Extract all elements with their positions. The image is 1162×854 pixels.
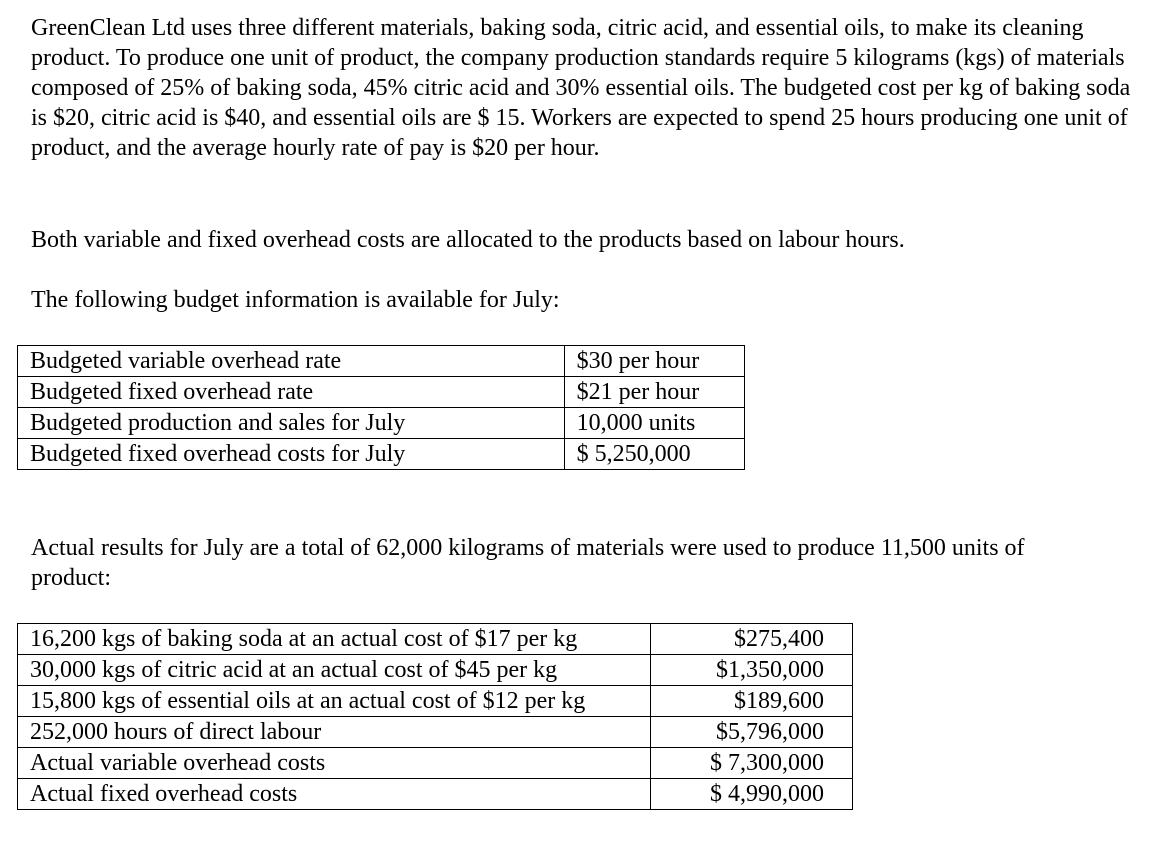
overhead-allocation-paragraph: Both variable and fixed overhead costs are allocated to the products based on labour hours. — [31, 227, 905, 253]
actual-label-citric-acid: 30,000 kgs of citric acid at an actual cost of $45 per kg — [18, 655, 651, 686]
table-row — [18, 748, 853, 779]
budget-label-production-sales: Budgeted production and sales for July — [18, 408, 565, 439]
intro-paragraph: GreenClean Ltd uses three different materials, baking soda, citric acid, and essential oils, to make its cleaning product. To produce one unit of product, the company production standards require 5 kilograms (kgs) of materials composed of 25% of baking soda, 45% citric acid and 30% essential oils. The budgeted cost per kg of baking soda is $20, citric acid is $40, and essential oils are $ 15. Workers are expected to spend 25 hours producing one unit of product, and the average hourly rate of pay is $20 per hour. — [31, 15, 1131, 161]
table-row — [18, 439, 745, 470]
budget-value-fixed-overhead-costs: $ 5,250,000 — [564, 439, 744, 470]
actual-value-citric-acid: $1,350,000 — [650, 655, 852, 686]
actual-label-essential-oils: 15,800 kgs of essential oils at an actual cost of $12 per kg — [18, 686, 651, 717]
budget-value-production-sales: 10,000 units — [564, 408, 744, 439]
actual-results-paragraph: Actual results for July are a total of 62,000 kilograms of materials were used to produce 11,500 units of product: — [31, 535, 1025, 591]
actual-label-variable-overhead: Actual variable overhead costs — [18, 748, 651, 779]
table-row — [18, 346, 745, 377]
budget-table — [17, 345, 745, 470]
table-row — [18, 624, 853, 655]
actual-label-baking-soda: 16,200 kgs of baking soda at an actual cost of $17 per kg — [18, 624, 651, 655]
budget-label-variable-overhead-rate: Budgeted variable overhead rate — [18, 346, 565, 377]
actual-value-fixed-overhead: $ 4,990,000 — [650, 779, 852, 810]
actual-label-fixed-overhead: Actual fixed overhead costs — [18, 779, 651, 810]
table-row — [18, 686, 853, 717]
budget-value-variable-overhead-rate: $30 per hour — [564, 346, 744, 377]
table-row — [18, 377, 745, 408]
budget-value-fixed-overhead-rate: $21 per hour — [564, 377, 744, 408]
table-row — [18, 408, 745, 439]
actual-label-direct-labour: 252,000 hours of direct labour — [18, 717, 651, 748]
actual-results-table — [17, 623, 853, 810]
actual-value-direct-labour: $5,796,000 — [650, 717, 852, 748]
budget-intro-paragraph: The following budget information is available for July: — [31, 287, 560, 313]
actual-value-baking-soda: $275,400 — [650, 624, 852, 655]
actual-value-essential-oils: $189,600 — [650, 686, 852, 717]
table-row — [18, 655, 853, 686]
actual-value-variable-overhead: $ 7,300,000 — [650, 748, 852, 779]
budget-label-fixed-overhead-costs: Budgeted fixed overhead costs for July — [18, 439, 565, 470]
budget-label-fixed-overhead-rate: Budgeted fixed overhead rate — [18, 377, 565, 408]
table-row — [18, 779, 853, 810]
table-row — [18, 717, 853, 748]
